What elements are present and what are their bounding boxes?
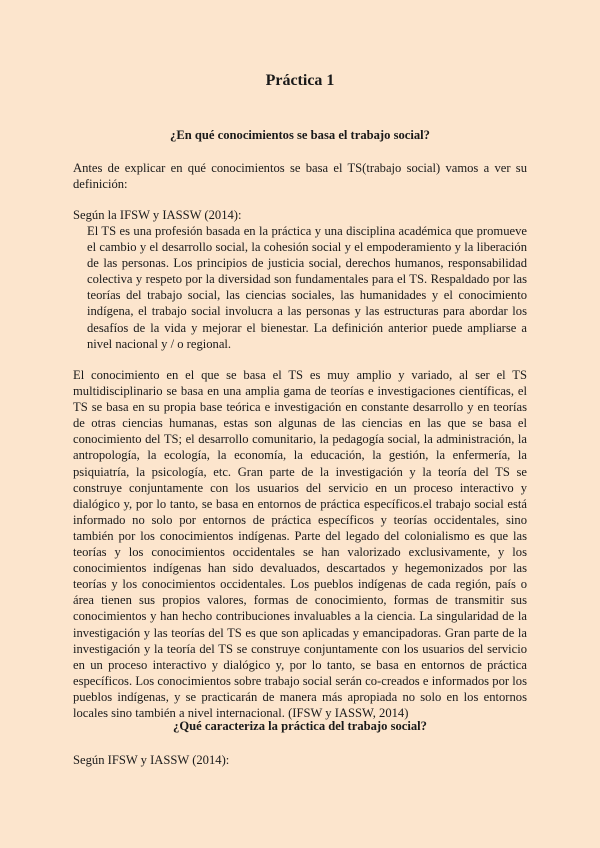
source-citation: Según la IFSW y IASSW (2014): — [73, 208, 242, 222]
definition-quote: El TS es una profesión basada en la práctica y una disciplina académica que promueve el cambio y el desarrollo social, la cohesión social y el empoderamiento y la liberación de las personas. Los principios de justicia social, derechos humanos, responsabilidad colectiva y respeto por la diversidad son fundamentales para el TS. Respaldado por las teorías del trabajo social, las ciencias sociales, las humanidades y el conocimiento indígena, el trabajo social involucra a las personas y las estructuras para abordar los desafíos de la vida y mejorar el bienestar. La definición anterior puede ampliarse a nivel nacional y / o regional. — [87, 224, 527, 351]
intro-paragraph: Antes de explicar en qué conocimientos se basa el TS(trabajo social) vamos a ver su definición: — [73, 161, 527, 192]
section-heading-practice: ¿Qué caracteriza la práctica del trabajo social? — [173, 719, 427, 733]
section-heading-knowledge: ¿En qué conocimientos se basa el trabajo social? — [170, 128, 430, 142]
knowledge-paragraph: El conocimiento en el que se basa el TS es muy amplio y variado, al ser el TS multidisciplinario se basa en una amplia gama de teorías e investigaciones científicas, el TS se basa en su propia base teórica e investigación en constante desarrollo y en teorías de otras ciencias humanas, estas son algunas de las ciencias en las que se basa el conocimiento del TS; el desarrollo comunitario, la pedagogía social, la administración, la antropología, la ecología, la economía, la educación, la gestión, la enfermería, la psiquiatría, la psicología, etc. Gran parte de la investigación y la teoría del TS se construye conjuntamente con los usuarios del servicio en un proceso interactivo y dialógico y, por lo tanto, se basa en entornos de práctica específicos.el trabajo social está informado no solo por entornos de práctica específicos y teorías occidentales, sino también por los conocimientos indígenas. Parte del legado del colonialismo es que las teorías y los conocimientos occidentales se han valorizado exclusivamente, y los conocimientos indígenas han sido devaluados, descartados y hegemonizados por las teorías y los conocimientos occidentales. Los pueblos indígenas de cada región, país o área tienen sus propios valores, formas de conocimiento, formas de transmitir sus conocimientos y han hecho contribuciones invaluables a la ciencia. La singularidad de la investigación y las teorías del TS es que son aplicadas y emancipadoras. Gran parte de la investigación y la teoría del TS se construye conjuntamente con los usuarios del servicio en un proceso interactivo y dialógico y, por lo tanto, se basa en entornos de práctica específicos. Los conocimientos sobre trabajo social serán co-creados e informados por los pueblos indígenas, y se practicarán de manera más apropiada no solo en los entornos locales sino también a nivel internacional. (IFSW y IASSW, 2014) — [73, 368, 527, 720]
source-citation-2: Según IFSW y IASSW (2014): — [73, 753, 230, 767]
page-title: Práctica 1 — [265, 72, 335, 89]
